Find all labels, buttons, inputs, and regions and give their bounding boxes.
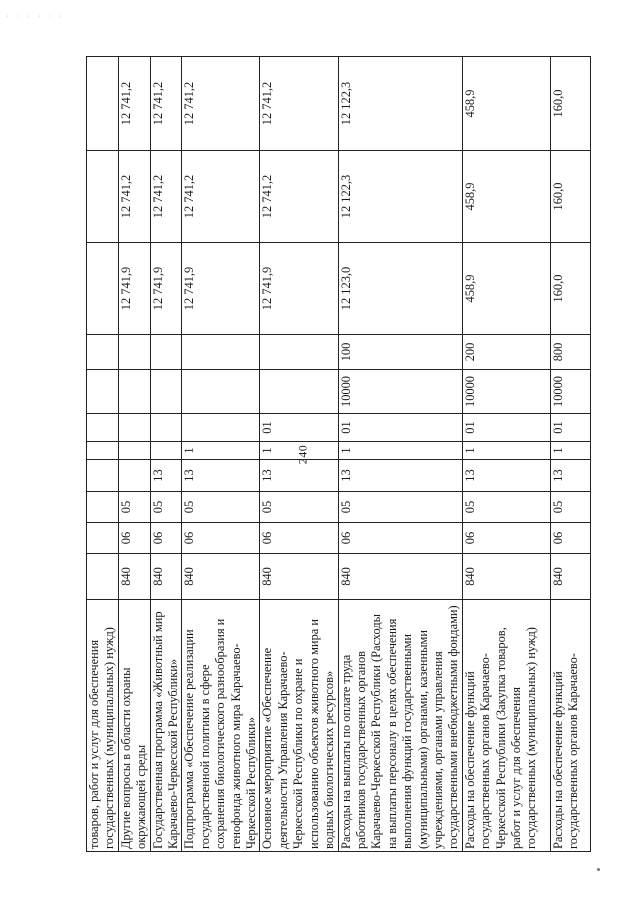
section-code-cell: 06 [338,523,462,554]
expense-type-cell: 200 [462,335,550,370]
table-row [118,57,150,852]
subprogram-code-cell: 1 [260,442,338,460]
scan-artifact: · · · · · · [6,12,65,21]
section-code-cell: 06 [260,523,338,554]
subsection-code-cell: 05 [118,492,150,523]
expense-type-cell [182,335,260,370]
name-cell: Другие вопросы в области охраны окружающей среды [118,600,150,852]
name-cell: Расходы на обеспечение функций государственных органов Карачаево- [550,600,590,852]
ministry-code-cell: 840 [118,554,150,600]
subsection-code-cell: 05 [462,492,550,523]
program-code-cell: 13 [182,460,260,492]
amount-year-1-cell: 12 741,9 [260,243,338,335]
amount-year-2-cell: 12 741,2 [182,151,260,243]
amount-year-3-cell [87,57,119,151]
ministry-code-cell [87,554,119,600]
subprogram-code-cell [118,442,150,460]
amount-year-2-cell [87,151,119,243]
amount-year-3-cell: 12 741,2 [182,57,260,151]
amount-year-1-cell: 12 741,9 [150,243,182,335]
subprogram-code-cell [150,442,182,460]
direction-code-cell: 10000 [550,370,590,414]
direction-code-cell [260,370,338,414]
event-code-cell: 01 [338,414,462,442]
table-row [260,57,338,852]
ministry-code-cell: 840 [260,554,338,600]
subprogram-code-cell [87,442,119,460]
program-code-cell [118,460,150,492]
program-code-cell: 13 [338,460,462,492]
table-row [150,57,182,852]
event-code-cell: 01 [260,414,338,442]
subprogram-code-cell: 1 [338,442,462,460]
ministry-code-cell: 840 [550,554,590,600]
event-code-cell [87,414,119,442]
ministry-code-cell: 840 [462,554,550,600]
scan-dot [597,868,600,871]
expense-type-cell: 800 [550,335,590,370]
budget-table-rotated [86,57,581,852]
event-code-cell: 01 [462,414,550,442]
direction-code-cell [118,370,150,414]
section-code-cell [87,523,119,554]
amount-year-2-cell: 12 741,2 [118,151,150,243]
direction-code-cell: 10000 [338,370,462,414]
section-code-cell: 06 [550,523,590,554]
amount-year-3-cell: 12 741,2 [150,57,182,151]
amount-year-1-cell: 458,9 [462,243,550,335]
program-code-cell: 13 [260,460,338,492]
amount-year-2-cell: 12 741,2 [260,151,338,243]
program-code-cell: 13 [550,460,590,492]
table-row [338,57,462,852]
section-code-cell: 06 [150,523,182,554]
amount-year-2-cell: 12 122,3 [338,151,462,243]
expense-type-cell [118,335,150,370]
ministry-code-cell: 840 [182,554,260,600]
subprogram-code-cell: 1 [182,442,260,460]
name-cell: Подпрограмма «Обеспечение реализации государственной политики в сфере сохранения биологического разнообразия и генофонда животного мира Карачаево-Черкесской Республики» [182,600,260,852]
subsection-code-cell: 05 [182,492,260,523]
name-cell: Расходы на обеспечение функций государственных органов Карачаево-Черкесской Республики (Закупка товаров, работ и услуг для обеспечения государственных (муниципальных) нужд) [462,600,550,852]
amount-year-1-cell: 12 741,9 [118,243,150,335]
table-row [182,57,260,852]
subprogram-code-cell: 1 [462,442,550,460]
table-row [87,57,119,852]
program-code-cell [87,460,119,492]
subsection-code-cell [87,492,119,523]
event-code-cell [150,414,182,442]
amount-year-3-cell: 12 741,2 [118,57,150,151]
name-cell: Государственная программа «Животный мир Карачаево-Черкесской Республики» [150,600,182,852]
event-code-cell [118,414,150,442]
table-row [550,57,590,852]
expense-type-cell [87,335,119,370]
subprogram-code-cell: 1 [550,442,590,460]
amount-year-1-cell: 12 123,0 [338,243,462,335]
expense-type-cell [150,335,182,370]
amount-year-3-cell: 160,0 [550,57,590,151]
direction-code-cell: 10000 [462,370,550,414]
amount-year-3-cell: 458,9 [462,57,550,151]
page-number-text: 240 [295,444,310,465]
subsection-code-cell: 05 [550,492,590,523]
expense-type-cell: 100 [338,335,462,370]
amount-year-1-cell: 160,0 [550,243,590,335]
program-code-cell: 13 [462,460,550,492]
ministry-code-cell: 840 [338,554,462,600]
budget-table-body [87,57,591,852]
direction-code-cell [87,370,119,414]
amount-year-2-cell: 12 741,2 [150,151,182,243]
amount-year-1-cell: 12 741,9 [182,243,260,335]
direction-code-cell [182,370,260,414]
amount-year-3-cell: 12 122,3 [338,57,462,151]
section-code-cell: 06 [462,523,550,554]
amount-year-2-cell: 458,9 [462,151,550,243]
direction-code-cell [150,370,182,414]
event-code-cell [182,414,260,442]
amount-year-3-cell: 12 741,2 [260,57,338,151]
amount-year-1-cell [87,243,119,335]
program-code-cell: 13 [150,460,182,492]
event-code-cell: 01 [550,414,590,442]
amount-year-2-cell: 160,0 [550,151,590,243]
budget-table [86,56,591,852]
table-row [462,57,550,852]
name-cell: Расходы на выплаты по оплате труда работников государственных органов Карачаево-Черкесской Республики (Расходы на выплаты персоналу в целях обеспечения выполнения функций государственными (муниципальными) органами, казенными учреждениями, органами управления государственными внебюджетными фондами) [338,600,462,852]
section-code-cell: 06 [118,523,150,554]
ministry-code-cell: 840 [150,554,182,600]
name-cell: товаров, работ и услуг для обеспечения государственных (муниципальных) нужд) [87,600,119,852]
subsection-code-cell: 05 [338,492,462,523]
name-cell: Основное мероприятие «Обеспечение деятельности Управления Карачаево-Черкесской Республики по охране и использованию объектов животного мира и водных биологических ресурсов» [260,600,338,852]
expense-type-cell [260,335,338,370]
subsection-code-cell: 05 [260,492,338,523]
subsection-code-cell: 05 [150,492,182,523]
section-code-cell: 06 [182,523,260,554]
